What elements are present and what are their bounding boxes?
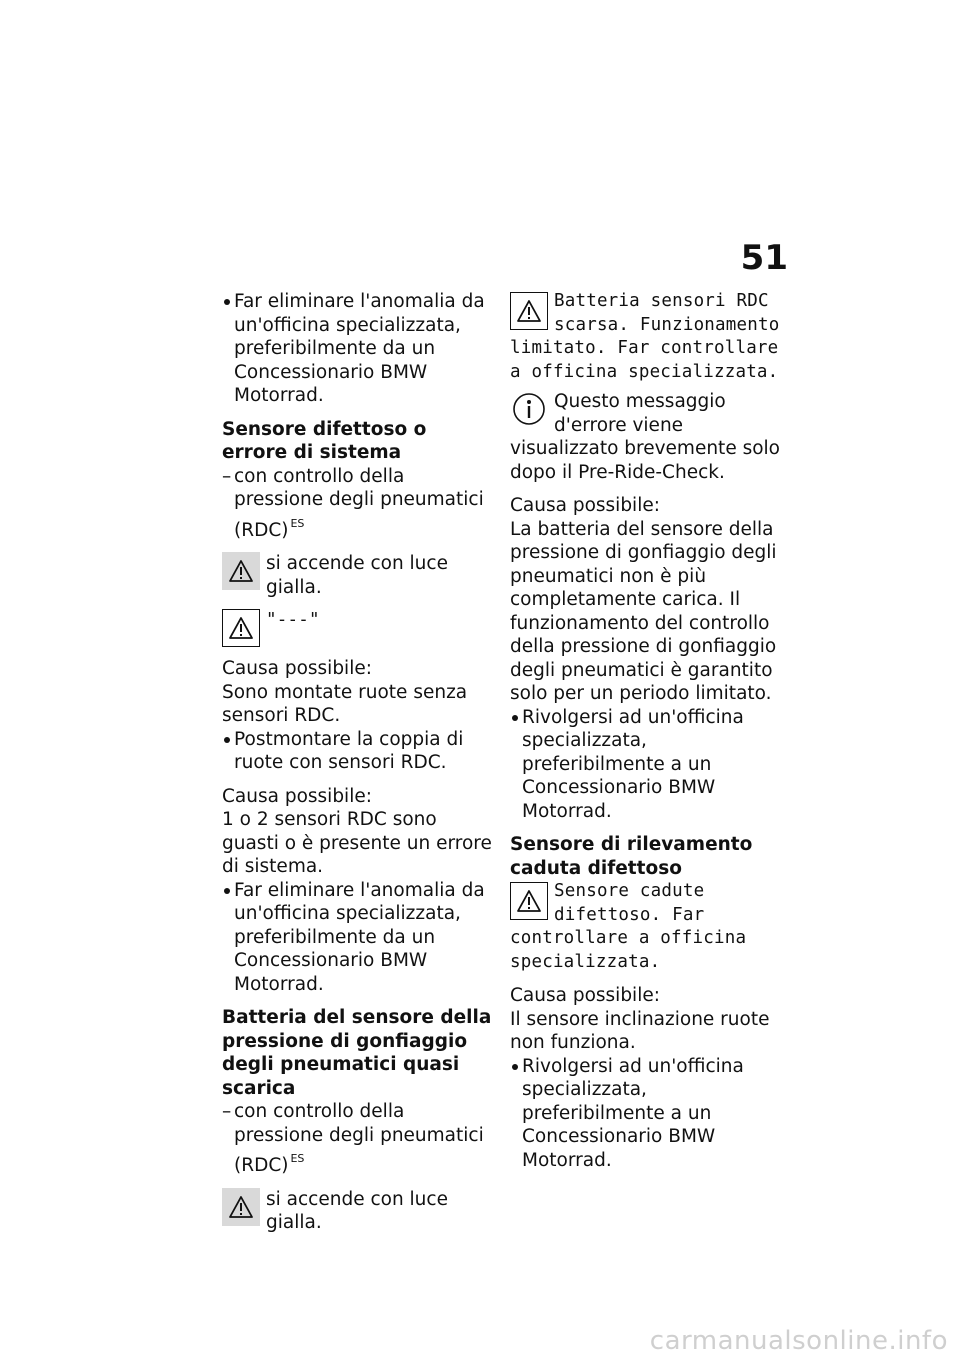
list-item: Far eliminare l'anomalia da un'officina specializzata, preferibilmente da un Concessionario BMW Motorrad.: [222, 879, 492, 997]
page-number: 51: [740, 238, 788, 278]
cause-text: Il sensore inclinazione ruote non funziona.: [510, 1008, 770, 1053]
indicator-row-warning: [222, 552, 492, 599]
watermark: carmanualsonline.info: [649, 1326, 948, 1356]
info-text: Questo messaggio d'errore viene visualizzato brevemente solo dopo il Pre-Ride-Check.: [510, 391, 780, 483]
cause-label: Causa possibile:: [510, 985, 660, 1006]
indicator-row-display: [222, 609, 492, 647]
cause-text: Sono montate ruote senza sensori RDC.: [222, 681, 468, 726]
indicator-text: si accende con luce gialla.: [266, 553, 448, 598]
warning-light-icon: [222, 552, 260, 590]
section-heading-fall-sensor: Sensore di rilevamento caduta difettoso: [510, 834, 753, 879]
warning-light-icon: [222, 1188, 260, 1226]
list-item: Rivolgersi ad un'officina specializzata, preferibilmente a un Concessionario BMW Motorrad.: [510, 706, 782, 824]
condition-rdc: [222, 465, 492, 543]
section-heading-sensor-fault: Sensore difettoso o errore di sistema: [222, 418, 427, 463]
cause-text: La batteria del sensore della pressione di gonfiaggio degli pneumatici non è più completamente carica. Il funzionamento del controllo della pressione di gonfiaggio degli pneumatici è garantito solo per un periodo limitato.: [510, 518, 777, 704]
list-item: Postmontare la coppia di ruote con sensori RDC.: [222, 728, 492, 775]
cause-label: Causa possibile:: [222, 785, 372, 807]
display-text: "---": [266, 610, 320, 630]
list-item: Rivolgersi ad un'officina specializzata, preferibilmente a un Concessionario BMW Motorrad.: [510, 1055, 782, 1173]
footnote-mark: ES: [290, 516, 305, 530]
warning-display-icon: [222, 609, 260, 647]
info-icon: [510, 390, 548, 428]
display-message: Sensore cadute difettoso. Far controllare a officina specializzata.: [510, 881, 747, 972]
indicator-row-warning: [222, 1188, 492, 1235]
warning-display-icon: [510, 882, 548, 920]
list-item: Far eliminare l'anomalia da un'officina specializzata, preferibilmente da un Concessionario BMW Motorrad.: [222, 290, 492, 408]
left-column: [222, 290, 492, 1235]
condition-text: con controllo della pressione degli pneumatici (RDC): [234, 465, 484, 541]
right-column: [510, 290, 782, 1172]
cause-label: Causa possibile:: [510, 495, 660, 516]
condition-rdc: [222, 1100, 492, 1178]
indicator-text: si accende con luce gialla.: [266, 1188, 448, 1233]
display-message: Batteria sensori RDC scarsa. Funzionamento limitato. Far controllare a officina specializzata.: [510, 291, 780, 382]
condition-text: con controllo della pressione degli pneumatici (RDC): [234, 1101, 484, 1176]
warning-display-icon: [510, 292, 548, 330]
cause-label: Causa possibile:: [222, 658, 372, 679]
cause-text: 1 o 2 sensori RDC sono guasti o è presente un errore di sistema.: [222, 809, 492, 877]
footnote-mark: ES: [290, 1152, 305, 1165]
section-heading-battery-low: Batteria del sensore della pressione di gonfiaggio degli pneumatici quasi scarica: [222, 1007, 492, 1099]
